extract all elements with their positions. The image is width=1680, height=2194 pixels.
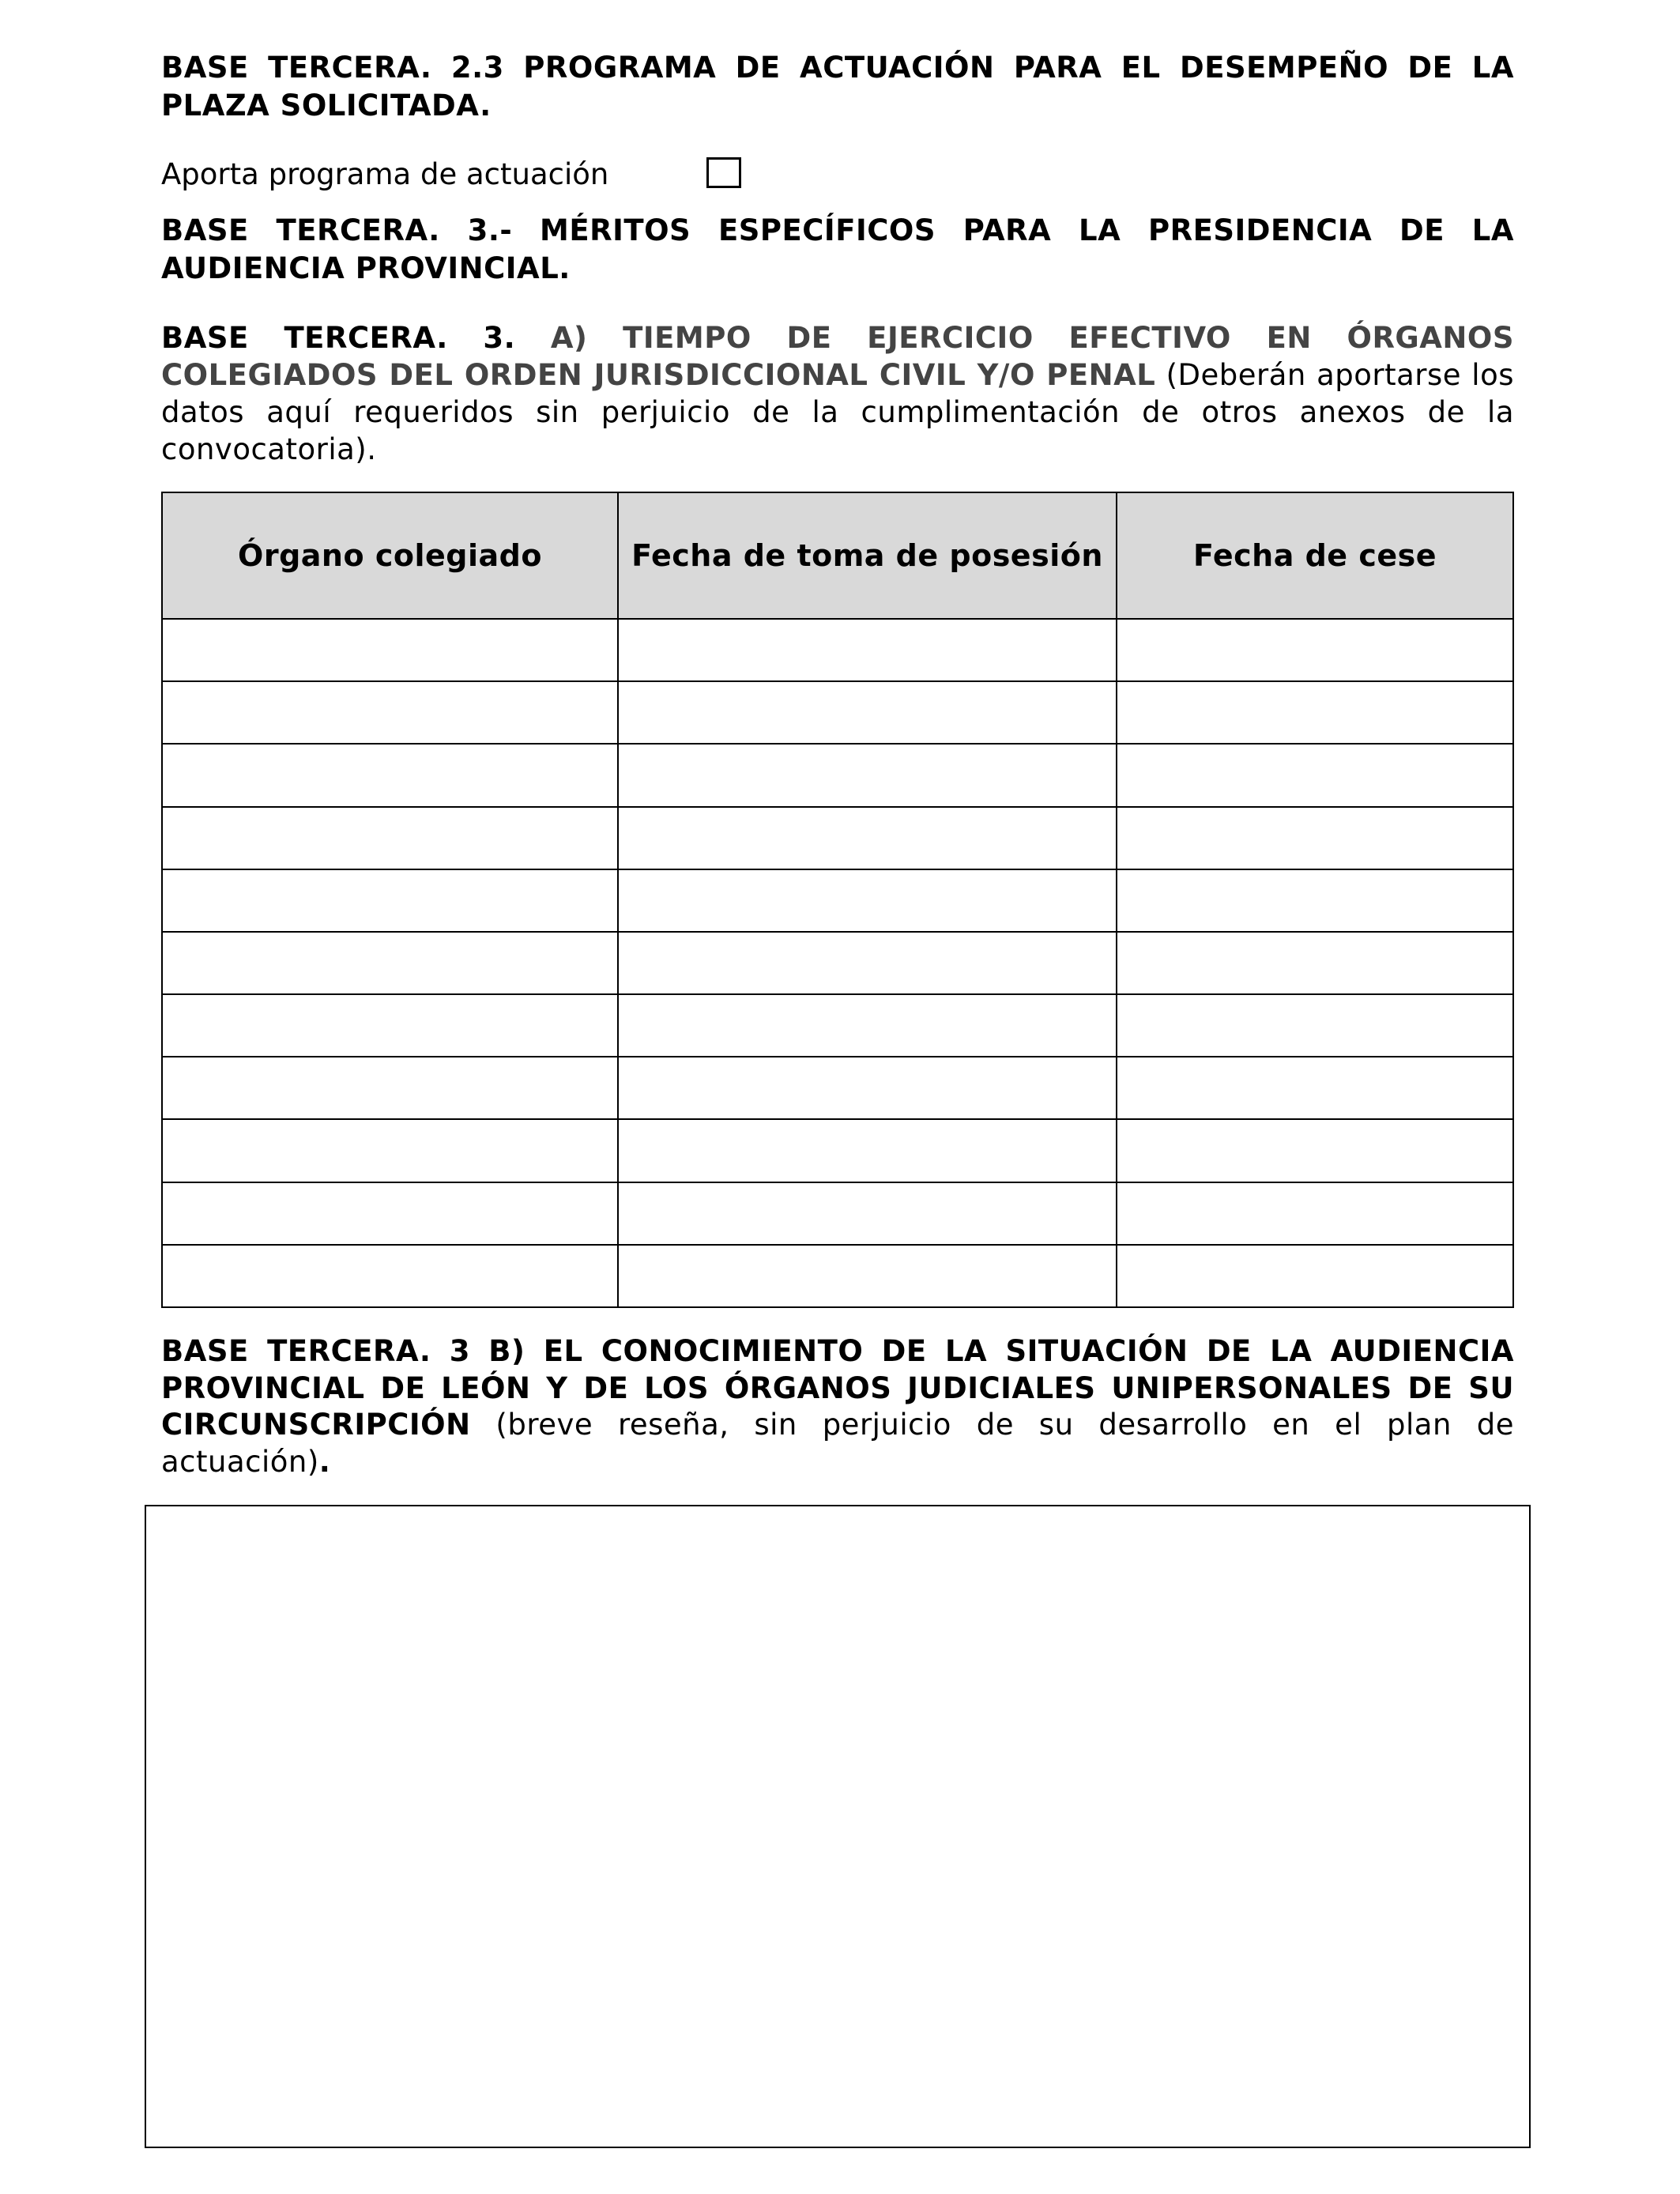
table-row: [162, 1119, 1513, 1182]
cell-organo-colegiado[interactable]: [162, 744, 618, 806]
section-3b-note: (breve reseña, sin perjuicio de su desarrollo en el plan de actuación): [161, 1408, 1514, 1479]
section-3b-title: BASE TERCERA. 3 B) EL CONOCIMIENTO DE LA SITUACIÓN DE LA AUDIENCIA PROVINCIAL DE LEÓN Y DE LOS ÓRGANOS JUDICIALES UNIPERSONALES DE SU CIRCUNSCRIPCIÓN: [161, 1334, 1514, 1442]
aporta-programa-checkbox[interactable]: [706, 157, 741, 188]
cell-organo-colegiado[interactable]: [162, 1119, 618, 1182]
section-3a-title: A) TIEMPO DE EJERCICIO EFECTIVO EN ÓRGANOS COLEGIADOS DEL ORDEN JURISDICCIONAL CIVIL Y/O PENAL: [161, 321, 1515, 392]
section-3a-prefix: BASE TERCERA. 3.: [161, 321, 516, 355]
cell-fecha-toma-posesion[interactable]: [618, 1182, 1117, 1245]
cell-fecha-toma-posesion[interactable]: [618, 619, 1117, 681]
cell-fecha-cese[interactable]: [1117, 744, 1513, 806]
cell-fecha-cese[interactable]: [1117, 1057, 1513, 1119]
organos-colegiados-table: [161, 492, 1514, 1308]
cell-fecha-toma-posesion[interactable]: [618, 1119, 1117, 1182]
cell-fecha-toma-posesion[interactable]: [618, 869, 1117, 932]
cell-fecha-cese[interactable]: [1117, 619, 1513, 681]
header-organo-colegiado: Órgano colegiado: [162, 492, 618, 619]
table-row: [162, 1057, 1513, 1119]
table-row: [162, 744, 1513, 806]
cell-organo-colegiado[interactable]: [162, 869, 618, 932]
cell-fecha-cese[interactable]: [1117, 1182, 1513, 1245]
table-header-row: [162, 492, 1513, 619]
cell-fecha-cese[interactable]: [1117, 681, 1513, 744]
table-row: [162, 1182, 1513, 1245]
cell-organo-colegiado[interactable]: [162, 619, 618, 681]
section-3-title: BASE TERCERA. 3.- MÉRITOS ESPECÍFICOS PARA LA PRESIDENCIA DE LA AUDIENCIA PROVINCIAL.: [161, 213, 1514, 285]
cell-organo-colegiado[interactable]: [162, 994, 618, 1057]
cell-fecha-cese[interactable]: [1117, 1245, 1513, 1307]
cell-organo-colegiado[interactable]: [162, 1182, 618, 1245]
cell-fecha-cese[interactable]: [1117, 932, 1513, 994]
table-row: [162, 619, 1513, 681]
cell-fecha-toma-posesion[interactable]: [618, 994, 1117, 1057]
cell-organo-colegiado[interactable]: [162, 1057, 618, 1119]
cell-fecha-toma-posesion[interactable]: [618, 1245, 1117, 1307]
section-3b-end: .: [318, 1444, 331, 1479]
cell-fecha-cese[interactable]: [1117, 1119, 1513, 1182]
cell-fecha-toma-posesion[interactable]: [618, 744, 1117, 806]
table-row: [162, 1245, 1513, 1307]
cell-fecha-cese[interactable]: [1117, 994, 1513, 1057]
section-3b-paragraph: [161, 1333, 1514, 1480]
cell-organo-colegiado[interactable]: [162, 932, 618, 994]
table-row: [162, 681, 1513, 744]
section-3a-note: (Deberán aportarse los datos aquí requeridos sin perjuicio de la cumplimentación de otros anexos de la convocatoria).: [161, 358, 1514, 466]
cell-fecha-toma-posesion[interactable]: [618, 932, 1117, 994]
cell-organo-colegiado[interactable]: [162, 1245, 618, 1307]
table-body: [162, 619, 1513, 1307]
cell-organo-colegiado[interactable]: [162, 807, 618, 869]
cell-organo-colegiado[interactable]: [162, 681, 618, 744]
table-row: [162, 932, 1513, 994]
header-fecha-toma-posesion: Fecha de toma de posesión: [618, 492, 1117, 619]
cell-fecha-cese[interactable]: [1117, 869, 1513, 932]
table-row: [162, 869, 1513, 932]
table-row: [162, 807, 1513, 869]
section-3a-paragraph: [161, 319, 1514, 468]
section-2-3-title: BASE TERCERA. 2.3 PROGRAMA DE ACTUACIÓN PARA EL DESEMPEÑO DE LA PLAZA SOLICITADA.: [161, 51, 1514, 123]
resena-text-box[interactable]: [145, 1505, 1531, 2148]
cell-fecha-toma-posesion[interactable]: [618, 807, 1117, 869]
table-row: [162, 994, 1513, 1057]
header-fecha-cese: Fecha de cese: [1117, 492, 1513, 619]
aporta-programa-label: Aporta programa de actuación: [161, 157, 609, 191]
cell-fecha-toma-posesion[interactable]: [618, 1057, 1117, 1119]
cell-fecha-cese[interactable]: [1117, 807, 1513, 869]
cell-fecha-toma-posesion[interactable]: [618, 681, 1117, 744]
